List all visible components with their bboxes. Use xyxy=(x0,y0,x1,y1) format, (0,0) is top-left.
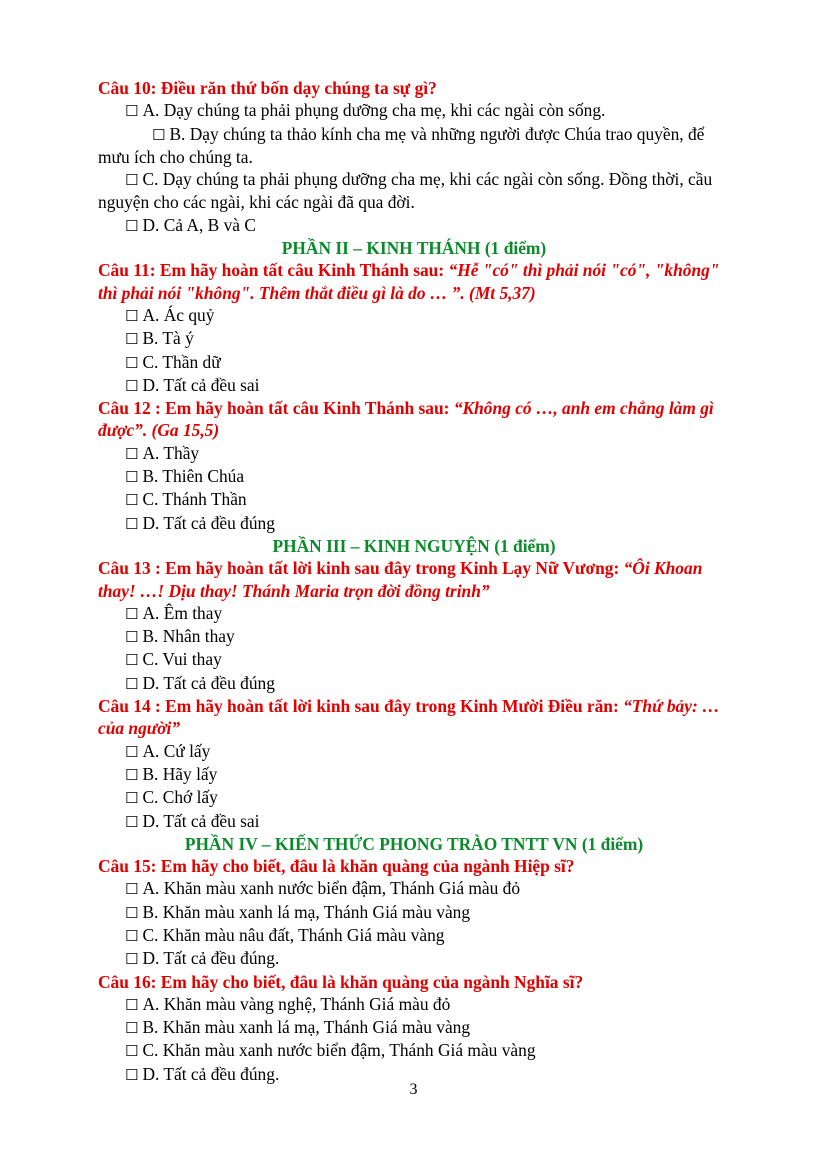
option-text: A. Ác quỷ xyxy=(142,304,215,325)
checkbox-icon[interactable]: ☐ xyxy=(125,674,139,693)
question-12-quote: “Không có …, anh em chẳng làm gì được”. (Ga 15,5) xyxy=(98,398,714,441)
checkbox-icon[interactable]: ☐ xyxy=(125,651,139,670)
question-11-option-b[interactable] xyxy=(98,327,730,350)
checkbox-icon[interactable]: ☐ xyxy=(125,880,139,899)
checkbox-icon[interactable]: ☐ xyxy=(125,995,139,1014)
question-12-option-b[interactable] xyxy=(98,465,730,488)
question-15-title: Câu 15: Em hãy cho biết, đâu là khăn quàng của ngành Hiệp sĩ? xyxy=(98,856,575,877)
exam-content xyxy=(98,77,730,1086)
question-12-option-a[interactable] xyxy=(98,442,730,465)
question-12-option-c[interactable] xyxy=(98,488,730,511)
question-16-title: Câu 16: Em hãy cho biết, đâu là khăn quàng của ngành Nghĩa sĩ? xyxy=(98,971,584,992)
question-11-quote: “Hễ "có" thì phải nói "có", "không" thì phải nói "không". Thêm thắt điều gì là do … ”. (Mt 5,37) xyxy=(98,260,720,303)
question-13-prompt: Câu 13 : Em hãy hoàn tất lời kinh sau đây trong Kinh Lạy Nữ Vương: xyxy=(98,558,624,579)
checkbox-icon[interactable]: ☐ xyxy=(125,330,139,349)
option-text: A. Cứ lấy xyxy=(142,740,211,761)
option-text: D. Tất cả đều sai xyxy=(142,374,260,395)
option-text: B. Khăn màu xanh lá mạ, Thánh Giá màu vàng xyxy=(142,901,471,922)
checkbox-icon[interactable]: ☐ xyxy=(125,216,139,235)
option-text: D. Tất cả đều đúng. xyxy=(142,1063,280,1084)
section-4-heading: PHẦN IV – KIẾN THỨC PHONG TRÀO TNTT VN (1 điểm) xyxy=(184,833,644,854)
checkbox-icon[interactable]: ☐ xyxy=(125,1065,139,1084)
checkbox-icon[interactable]: ☐ xyxy=(125,812,139,831)
question-13-option-d[interactable] xyxy=(98,672,730,695)
checkbox-icon[interactable]: ☐ xyxy=(125,1019,139,1038)
checkbox-icon[interactable]: ☐ xyxy=(125,742,139,761)
option-text: C. Thánh Thần xyxy=(142,489,247,510)
option-text: D. Tất cả đều đúng. xyxy=(142,948,280,969)
option-text: C. Thần dữ xyxy=(142,351,221,372)
page-number: 3 xyxy=(409,1081,418,1098)
checkbox-icon[interactable]: ☐ xyxy=(125,926,139,945)
question-12-prompt: Câu 12 : Em hãy hoàn tất câu Kinh Thánh sau: xyxy=(98,398,454,419)
option-text: B. Khăn màu xanh lá mạ, Thánh Giá màu vàng xyxy=(142,1017,471,1038)
checkbox-icon[interactable]: ☐ xyxy=(152,125,166,144)
option-text: A. Dạy chúng ta phải phụng dưỡng cha mẹ, khi các ngài còn sống. xyxy=(142,100,606,121)
question-15-option-b[interactable] xyxy=(98,901,730,924)
option-text: D. Tất cả đều sai xyxy=(142,810,260,831)
section-2-heading: PHẦN II – KINH THÁNH (1 điểm) xyxy=(281,238,547,259)
question-14-option-c[interactable] xyxy=(98,786,730,809)
checkbox-icon[interactable]: ☐ xyxy=(125,628,139,647)
option-text: D. Tất cả đều đúng xyxy=(142,512,275,533)
option-text: C. Vui thay xyxy=(142,649,222,670)
checkbox-icon[interactable]: ☐ xyxy=(125,1042,139,1061)
question-15-option-d[interactable] xyxy=(98,947,730,970)
question-13-option-b[interactable] xyxy=(98,625,730,648)
question-16-option-b[interactable] xyxy=(98,1016,730,1039)
question-10-option-d[interactable] xyxy=(98,214,730,237)
question-16-option-a[interactable] xyxy=(98,993,730,1016)
question-10-option-c[interactable] xyxy=(98,168,730,214)
question-11-option-a[interactable] xyxy=(98,304,730,327)
question-11-prompt: Câu 11: Em hãy hoàn tất câu Kinh Thánh sau: xyxy=(98,260,449,281)
option-text: A. Thầy xyxy=(142,442,200,463)
question-16-option-c[interactable] xyxy=(98,1039,730,1062)
checkbox-icon[interactable]: ☐ xyxy=(125,514,139,533)
section-3-heading: PHẦN III – KINH NGUYỆN (1 điểm) xyxy=(272,535,556,556)
option-text: C. Dạy chúng ta phải phụng dưỡng cha mẹ, khi các ngài còn sống. Đồng thời, cầu nguyện cho các ngài, khi các ngài đã qua đời. xyxy=(98,169,713,213)
question-11-option-d[interactable] xyxy=(98,374,730,397)
question-14-title xyxy=(98,695,730,740)
checkbox-icon[interactable]: ☐ xyxy=(125,468,139,487)
option-text: C. Khăn màu nâu đất, Thánh Giá màu vàng xyxy=(142,924,445,945)
option-text: B. Dạy chúng ta thảo kính cha mẹ và những người được Chúa trao quyền, để mưu ích cho chúng ta. xyxy=(98,123,705,167)
option-text: D. Cả A, B và C xyxy=(142,214,256,235)
question-15-option-c[interactable] xyxy=(98,924,730,947)
checkbox-icon[interactable]: ☐ xyxy=(125,950,139,969)
question-10-option-b[interactable] xyxy=(98,123,730,169)
checkbox-icon[interactable]: ☐ xyxy=(125,903,139,922)
checkbox-icon[interactable]: ☐ xyxy=(125,789,139,808)
question-10-title: Câu 10: Điều răn thứ bốn dạy chúng ta sự gì? xyxy=(98,78,437,98)
checkbox-icon[interactable]: ☐ xyxy=(125,444,139,463)
option-text: C. Khăn màu xanh nước biển đậm, Thánh Giá màu vàng xyxy=(142,1040,536,1061)
question-14-prompt: Câu 14 : Em hãy hoàn tất lời kinh sau đây trong Kinh Mười Điều răn: xyxy=(98,696,624,717)
option-text: A. Khăn màu vàng nghệ, Thánh Giá màu đỏ xyxy=(142,993,451,1014)
question-11-option-c[interactable] xyxy=(98,351,730,374)
question-11-title xyxy=(98,259,730,304)
checkbox-icon[interactable]: ☐ xyxy=(125,171,139,190)
checkbox-icon[interactable]: ☐ xyxy=(125,491,139,510)
question-13-option-c[interactable] xyxy=(98,648,730,671)
question-12-title xyxy=(98,397,730,442)
question-14-quote: “Thứ bảy: … của người” xyxy=(98,696,720,739)
option-text: B. Hãy lấy xyxy=(142,763,218,784)
question-14-option-b[interactable] xyxy=(98,763,730,786)
question-14-option-d[interactable] xyxy=(98,810,730,833)
option-text: C. Chớ lấy xyxy=(142,787,218,808)
checkbox-icon[interactable]: ☐ xyxy=(125,376,139,395)
checkbox-icon[interactable]: ☐ xyxy=(125,353,139,372)
question-12-option-d[interactable] xyxy=(98,512,730,535)
question-14-option-a[interactable] xyxy=(98,740,730,763)
option-text: D. Tất cả đều đúng xyxy=(142,672,275,693)
option-text: B. Tà ý xyxy=(142,328,194,349)
checkbox-icon[interactable]: ☐ xyxy=(125,765,139,784)
question-13-title xyxy=(98,557,730,602)
question-13-quote: “Ôi Khoan thay! …! Dịu thay! Thánh Maria trọn đời đồng trinh” xyxy=(98,558,703,601)
option-text: A. Khăn màu xanh nước biển đậm, Thánh Giá màu đỏ xyxy=(142,878,521,899)
checkbox-icon[interactable]: ☐ xyxy=(125,102,139,121)
option-text: B. Thiên Chúa xyxy=(142,466,245,487)
checkbox-icon[interactable]: ☐ xyxy=(125,306,139,325)
question-10-option-a[interactable] xyxy=(98,99,730,122)
checkbox-icon[interactable]: ☐ xyxy=(125,604,139,623)
option-text: A. Êm thay xyxy=(142,602,223,623)
question-15-option-a[interactable] xyxy=(98,877,730,900)
question-13-option-a[interactable] xyxy=(98,602,730,625)
option-text: B. Nhân thay xyxy=(142,626,235,647)
